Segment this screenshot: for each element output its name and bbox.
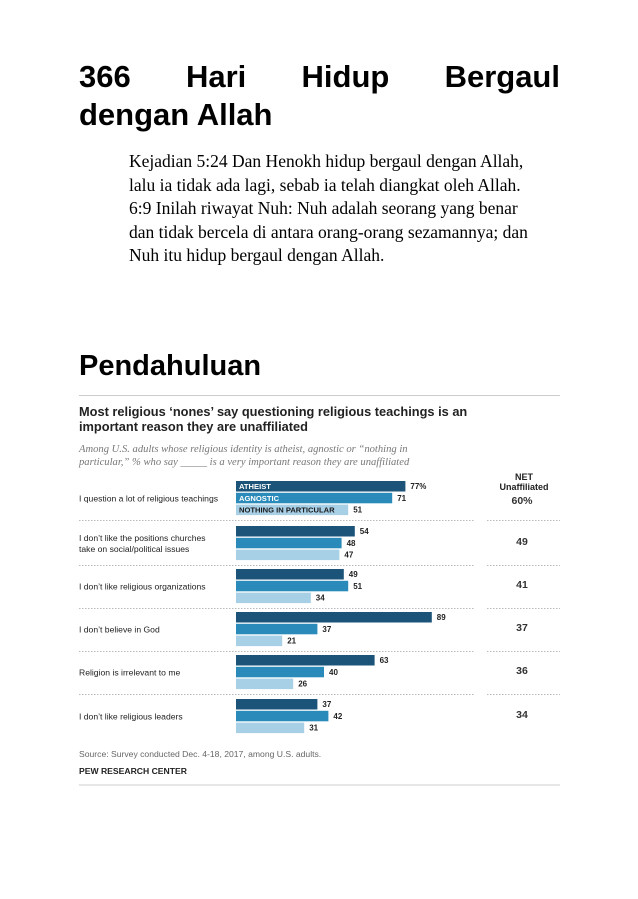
bar-value-label: 71: [397, 493, 407, 503]
net-value: 37: [516, 622, 528, 634]
bar-value-label: 37: [322, 700, 332, 709]
net-value: 60%: [511, 495, 533, 507]
bar-nothing-in-particular: [236, 679, 293, 690]
bar-value-label: 26: [298, 679, 308, 689]
category-label: I don’t like religious leaders: [79, 711, 183, 722]
category-label: I question a lot of religious teachings: [79, 493, 219, 504]
bar-value-label: 63: [379, 656, 389, 665]
net-value: 49: [516, 536, 528, 548]
bar-value-label: 49: [348, 570, 358, 579]
bar-agnostic: [236, 581, 348, 592]
title-line-2: dengan Allah: [79, 97, 273, 132]
category-label: I don’t believe in God: [79, 624, 160, 635]
bar-nothing-in-particular: [236, 723, 304, 734]
category-label: Religion is irrelevant to me: [79, 667, 181, 678]
title-word: Bergaul: [444, 59, 560, 94]
section-heading: Pendahuluan: [79, 350, 262, 382]
net-header: Unaffiliated: [499, 482, 549, 492]
net-value: 41: [516, 579, 528, 591]
bar-value-label: 89: [436, 613, 446, 622]
bar-nothing-in-particular: [236, 550, 339, 561]
bar-value-label: 77%: [410, 482, 427, 491]
bar-value-label: 40: [329, 667, 338, 677]
verse-paragraph: Kejadian 5:24 Dan Henokh hidup bergaul dengan Allah, lalu ia tidak ada lagi, sebab ia telah diangkat oleh Allah.: [129, 151, 524, 195]
bar-value-label: 34: [315, 593, 325, 603]
title-word: 366: [79, 59, 131, 94]
bar-nothing-in-particular: [236, 636, 282, 647]
legend-label: ATHEIST: [239, 482, 271, 491]
title-line-1: [79, 58, 560, 96]
document-title: [79, 58, 560, 134]
category-label: I don’t like religious organizations: [79, 581, 206, 592]
bar-atheist: [236, 569, 344, 580]
chart-org: PEW RESEARCH CENTER: [79, 766, 187, 776]
bar-value-label: 21: [287, 636, 297, 646]
net-header: NET: [515, 472, 533, 482]
category-label: I don’t like the positions churches: [79, 533, 206, 544]
chart-subtitle: particular,” % who say _____ is a very important reason they are unaffiliated: [79, 457, 410, 468]
bar-value-label: 54: [359, 527, 369, 536]
bar-agnostic: [236, 624, 317, 635]
bar-value-label: 47: [344, 550, 354, 560]
chart-title: Most religious ‘nones’ say questioning religious teachings is an: [79, 404, 468, 419]
bar-nothing-in-particular: [236, 593, 311, 604]
bar-value-label: 37: [322, 624, 332, 634]
title-word: Hidup: [301, 59, 390, 94]
verse-paragraph: 6:9 Inilah riwayat Nuh: Nuh adalah seorang yang benar dan tidak bercela di antara orang-orang sezamannya; dan Nuh itu hidup bergaul dengan Allah.: [129, 198, 528, 265]
chart-source: Source: Survey conducted Dec. 4-18, 2017, among U.S. adults.: [79, 749, 322, 759]
net-value: 34: [516, 709, 528, 721]
bar-atheist: [236, 699, 317, 710]
verse-block: [129, 150, 529, 268]
bar-value-label: 48: [346, 538, 356, 548]
bar-atheist: [236, 612, 432, 623]
legend-label: NOTHING IN PARTICULAR: [239, 505, 335, 515]
chart-title: important reason they are unaffiliated: [79, 419, 308, 434]
bar-atheist: [236, 526, 355, 537]
legend-label: AGNOSTIC: [239, 493, 280, 503]
bar-atheist: [236, 655, 375, 666]
bar-value-label: 51: [353, 505, 363, 515]
pew-bar-chart: [0, 396, 638, 796]
category-label: take on social/political issues: [79, 544, 190, 555]
chart-subtitle: Among U.S. adults whose religious identity is atheist, agnostic or “nothing in: [79, 444, 408, 455]
bar-value-label: 51: [353, 581, 363, 591]
bar-agnostic: [236, 711, 328, 722]
title-word: Hari: [185, 59, 247, 94]
net-value: 36: [516, 665, 528, 677]
bar-agnostic: [236, 667, 324, 678]
bar-value-label: 31: [309, 723, 319, 733]
bar-value-label: 42: [333, 711, 343, 721]
bar-agnostic: [236, 538, 342, 549]
